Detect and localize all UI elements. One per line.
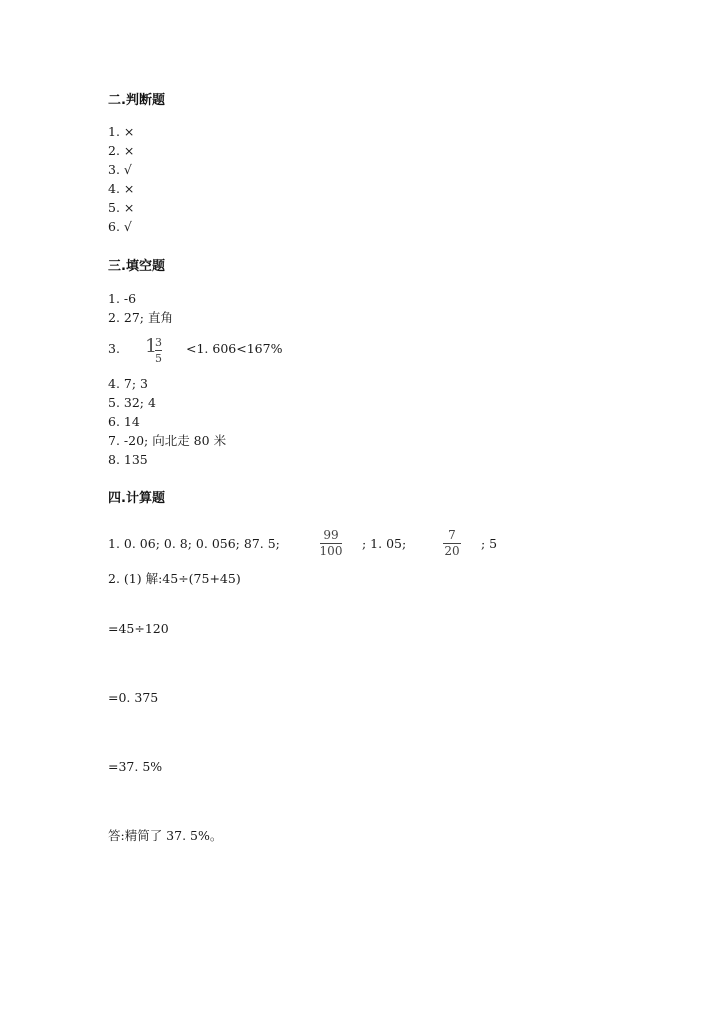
fill-item-3-suffix: <1. 606<167% [186, 341, 283, 356]
calc-step-2: =0. 375 [108, 690, 159, 705]
fill-item-4: 4. 7; 3 [108, 376, 148, 391]
calc-fraction-1 [320, 529, 342, 558]
calc-step-1: =45÷120 [108, 621, 169, 636]
judge-item-1: 1. × [108, 124, 135, 139]
calc-fraction-2-denominator: 20 [444, 544, 460, 558]
judge-item-4: 4. × [108, 181, 135, 196]
fill-item-5: 5. 32; 4 [108, 395, 156, 410]
calc-item-1-prefix: 1. 0. 06; 0. 8; 0. 056; 87. 5; [108, 536, 280, 551]
fraction-bar [155, 350, 162, 351]
section-fill-title: 三.填空题 [108, 259, 165, 274]
mixed-number-whole: 1 [145, 335, 158, 357]
judge-item-6: 6. √ [108, 219, 132, 234]
judge-item-5: 5. × [108, 200, 135, 215]
fill-item-2: 2. 27; 直角 [108, 310, 173, 325]
mixed-number-fraction [155, 336, 162, 365]
calc-item-1-mid: ; 1. 05; [362, 536, 407, 551]
calc-answer: 答:精简了 37. 5%。 [108, 828, 223, 843]
judge-item-3: 3. √ [108, 162, 132, 177]
mixed-number-denominator: 5 [155, 352, 162, 365]
calc-item-1-suffix: ; 5 [481, 536, 498, 551]
fill-item-3-label: 3. [108, 341, 120, 356]
calc-step-3: =37. 5% [108, 759, 163, 774]
mixed-number-numerator: 3 [155, 336, 162, 349]
fill-item-8: 8. 135 [108, 452, 148, 467]
judge-item-2: 2. × [108, 143, 135, 158]
calc-fraction-2-numerator: 7 [448, 528, 456, 542]
section-calc-title: 四.计算题 [108, 491, 165, 506]
section-judge-title: 二.判断题 [108, 93, 165, 108]
fill-item-6: 6. 14 [108, 414, 140, 429]
fill-item-1: 1. -6 [108, 291, 137, 306]
calc-fraction-2 [443, 529, 461, 558]
fill-item-7: 7. -20; 向北走 80 米 [108, 433, 227, 448]
calc-fraction-1-denominator: 100 [319, 544, 343, 558]
calc-item-2: 2. (1) 解:45÷(75+45) [108, 571, 241, 586]
calc-fraction-1-numerator: 99 [323, 528, 339, 542]
